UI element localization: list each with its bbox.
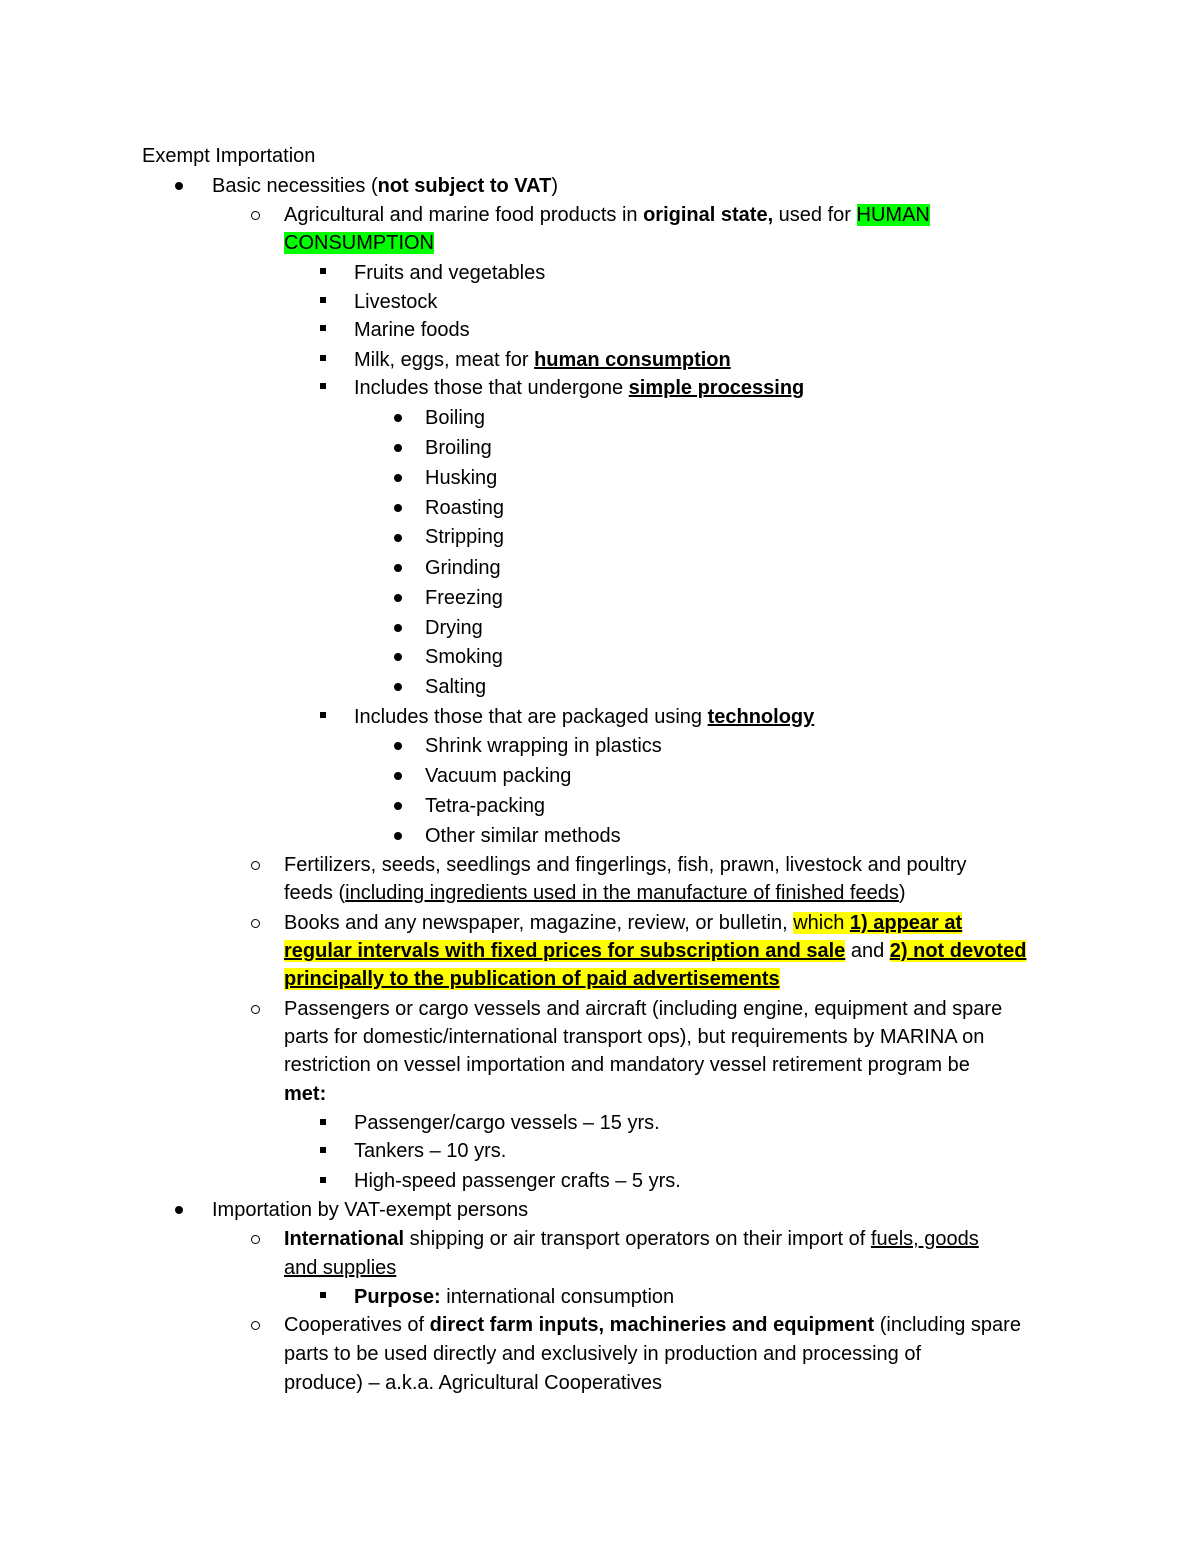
bullet-icon: [394, 594, 402, 602]
vessels-line-3: restriction on vessel importation and mandatory vessel retirement program be: [284, 1054, 970, 1076]
list-item: Salting: [425, 676, 487, 698]
bullet-icon: [394, 444, 402, 452]
list-item: Grinding: [425, 557, 501, 579]
list-item: Other similar methods: [425, 825, 621, 847]
vessels-line-2: parts for domestic/international transport ops), but requirements by MARINA on: [284, 1026, 985, 1048]
books-line-1: Books and any newspaper, magazine, review, or bulletin, which 1) appear at: [284, 912, 963, 934]
fertilizers-line-2: feeds (including ingredients used in the manufacture of finished feeds): [284, 882, 906, 904]
bullet-icon: [175, 1206, 183, 1214]
list-item-packaging: Includes those that are packaged using technology: [354, 706, 815, 728]
bullet-icon: [394, 624, 402, 632]
page-title: Exempt Importation: [142, 145, 316, 167]
circle-bullet-icon: [251, 1005, 260, 1014]
circle-bullet-icon: [251, 211, 260, 220]
list-item: Marine foods: [354, 319, 470, 341]
square-bullet-icon: [320, 268, 326, 274]
circle-bullet-icon: [251, 1321, 260, 1330]
bullet-icon: [175, 182, 183, 190]
bullet-icon: [394, 504, 402, 512]
bullet-icon: [394, 534, 402, 542]
list-item: Stripping: [425, 526, 504, 548]
list-item: Roasting: [425, 497, 504, 519]
bullet-icon: [394, 653, 402, 661]
square-bullet-icon: [320, 1119, 326, 1125]
section-basic-necessities: Basic necessities (not subject to VAT): [212, 175, 558, 197]
list-item: Tankers – 10 yrs.: [354, 1140, 507, 1162]
cooperatives-line-2: parts to be used directly and exclusively in production and processing of: [284, 1343, 922, 1365]
circle-bullet-icon: [251, 861, 260, 870]
list-item-processing: Includes those that undergone simple processing: [354, 377, 805, 399]
list-item: Broiling: [425, 437, 492, 459]
square-bullet-icon: [320, 355, 326, 361]
bullet-icon: [394, 772, 402, 780]
list-item: Husking: [425, 467, 498, 489]
bullet-icon: [394, 414, 402, 422]
list-item: Vacuum packing: [425, 765, 572, 787]
list-item: Passenger/cargo vessels – 15 yrs.: [354, 1112, 660, 1134]
international-line-2: and supplies: [284, 1257, 397, 1279]
books-line-2: regular intervals with fixed prices for subscription and sale and 2) not devoted: [284, 940, 1027, 962]
cooperatives-line-3: produce) – a.k.a. Agricultural Cooperatives: [284, 1372, 662, 1394]
circle-bullet-icon: [251, 1235, 260, 1244]
square-bullet-icon: [320, 1147, 326, 1153]
list-item: Shrink wrapping in plastics: [425, 735, 662, 757]
bullet-icon: [394, 683, 402, 691]
section-vat-exempt-persons: Importation by VAT-exempt persons: [212, 1199, 529, 1221]
list-item: Boiling: [425, 407, 486, 429]
square-bullet-icon: [320, 383, 326, 389]
list-item-milk: Milk, eggs, meat for human consumption: [354, 349, 731, 371]
square-bullet-icon: [320, 1177, 326, 1183]
list-item: Freezing: [425, 587, 503, 609]
agricultural-line-1: Agricultural and marine food products in original state, used for HUMAN: [284, 204, 930, 226]
list-item: High-speed passenger crafts – 5 yrs.: [354, 1170, 681, 1192]
cooperatives-line-1: Cooperatives of direct farm inputs, machineries and equipment (including spare: [284, 1314, 1021, 1336]
list-item: Livestock: [354, 291, 438, 313]
books-line-3: principally to the publication of paid advertisements: [284, 968, 780, 990]
vessels-line-1: Passengers or cargo vessels and aircraft (including engine, equipment and spare: [284, 998, 1003, 1020]
list-item-purpose: Purpose: international consumption: [354, 1286, 675, 1308]
square-bullet-icon: [320, 1292, 326, 1298]
list-item: Smoking: [425, 646, 503, 668]
square-bullet-icon: [320, 712, 326, 718]
international-line-1: International shipping or air transport operators on their import of fuels, goods: [284, 1228, 979, 1250]
bullet-icon: [394, 832, 402, 840]
bullet-icon: [394, 474, 402, 482]
list-item: Fruits and vegetables: [354, 262, 546, 284]
agricultural-line-2: CONSUMPTION: [284, 232, 434, 254]
vessels-line-4: met:: [284, 1083, 327, 1105]
circle-bullet-icon: [251, 919, 260, 928]
bullet-icon: [394, 742, 402, 750]
square-bullet-icon: [320, 297, 326, 303]
list-item: Drying: [425, 617, 483, 639]
bullet-icon: [394, 564, 402, 572]
list-item: Tetra-packing: [425, 795, 546, 817]
bullet-icon: [394, 802, 402, 810]
square-bullet-icon: [320, 325, 326, 331]
fertilizers-line-1: Fertilizers, seeds, seedlings and fingerlings, fish, prawn, livestock and poultry: [284, 854, 967, 876]
